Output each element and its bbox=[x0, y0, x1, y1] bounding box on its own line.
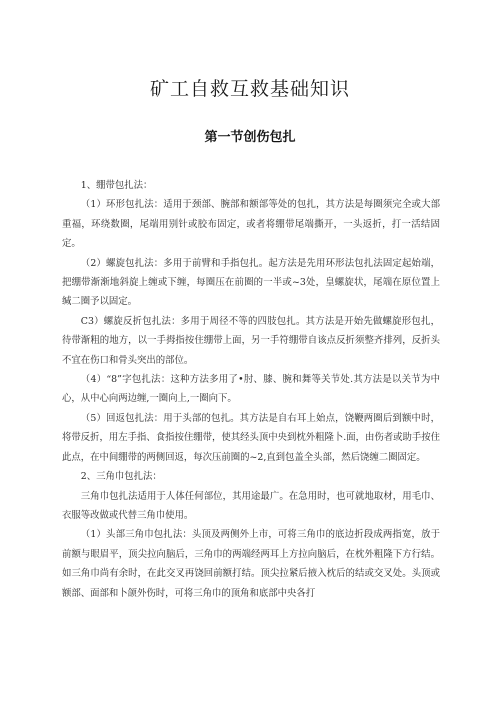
paragraph: （5）回返包扎法：用于头部的包扎。其方法是自右耳上始点，饶鞭两圈后到额中时，将带反折，用左手指、食指按住绷带，使其经头顶中央到枕外粗隆卜.面，由伤者或助手按住此点，在中间绷带的两侧回返，每次压前圈的~2,直到包盖全头部，然后饶缠二圈固定。 bbox=[62, 412, 440, 463]
paragraph: （2）螺旋包扎法：多用于前臂和手指包扎。起方法是先用环形法包扎法固定起始端，把绷带渐渐地斜旋上缠或下缠，每圈压在前圈的一半或~3处，皇螺旋状，尾端在原位置上缄二圈予以固定。 bbox=[62, 257, 440, 308]
paragraph: 三角巾包扎法适用于人体任何部位，其用途最广。在急用时，也可就地取材，用毛巾、衣服等改做或代替三角巾使用。 bbox=[62, 490, 440, 521]
subsection-heading: 1、绷带包扎法： bbox=[80, 180, 153, 191]
paragraph: （1）环形包扎法：适用于颈部、腕部和额部等处的包扎，其方法是每圈须完全或大部重福，环绕数圈，尾端用别针或胶布固定，或者将绷带尾端撕开，一头返折，打一活结固定。 bbox=[62, 199, 440, 250]
section-title: 第一节创伤包扎 bbox=[204, 130, 296, 145]
document-body bbox=[62, 176, 440, 603]
paragraph: （4）“8”字包扎法：这种方法多用了•肘、膝、腕和舞等关节处.其方法是以关节为中心，从中心向两边缠,一圈向上,一圈向下。 bbox=[62, 374, 440, 405]
document-title: 矿工自救互救基础知识 bbox=[149, 78, 350, 100]
subsection-heading: 2、三角巾包扎法： bbox=[80, 471, 162, 483]
paragraph: （1）头部三角巾包扎法：头顶及两侧外上市，可将三角巾的底边折段成两指宽，放于前额与眼眉平，顶尖拉向脑后，三角巾的两端经两耳上方拉向脑后，在枕外粗隆下方行结。如三角巾尚有余时，在此交叉再饶回前额打结。顶尖拉紧后掖入枕后的结或交叉处。头顶或额部、面部和卜颌外伤时，可将三角巾的顶角和底部中央各打 bbox=[62, 529, 440, 599]
paragraph: C3）螺旋反折包扎法：多用于周径不等的四肢包扎。其方法是开始先做螺旋形包扎，待带渐粗的地方，以一手拇指按住绷带上面，另一手符绷带自该点反折须整齐排列，反折头不宜在伤口和骨头突出的部位。 bbox=[62, 315, 440, 366]
